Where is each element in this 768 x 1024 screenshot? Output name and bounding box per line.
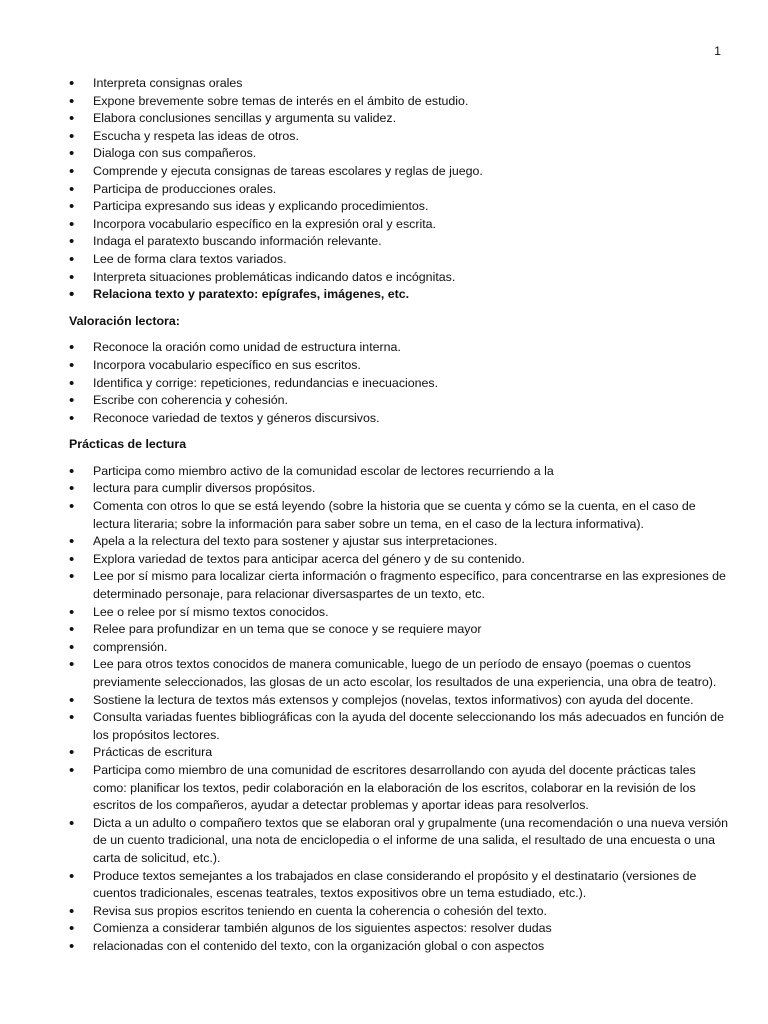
list-item: • Dialoga con sus compañeros. [69,145,729,163]
list-item: • Consulta variadas fuentes bibliográficas con la ayuda del docente seleccionando los más adecuados en función de los propósitos lectores. [69,709,729,744]
list-item: • Explora variedad de textos para anticipar acerca del género y de su contenido. [69,551,729,569]
list-item: • Produce textos semejantes a los trabajados en clase considerando el propósito y el destinatario (versiones de cuentos tradicionales, escenas teatrales, textos expositivos obre un tema estudiado, etc.). [69,868,729,903]
list-item: • Escribe con coherencia y cohesión. [69,392,729,410]
list-item: • Revisa sus propios escritos teniendo en cuenta la coherencia o cohesión del texto. [69,903,729,921]
skills-list [69,75,729,304]
list-item: • comprensión. [69,639,729,657]
list-item: • Interpreta situaciones problemáticas indicando datos e incógnitas. [69,269,729,287]
list-item: • Participa expresando sus ideas y explicando procedimientos. [69,198,729,216]
list-item: • Participa como miembro activo de la comunidad escolar de lectores recurriendo a la [69,463,729,481]
list-item: • Dicta a un adulto o compañero textos que se elaboran oral y grupalmente (una recomendación o una nueva versión de un cuento tradicional, una nota de enciclopedia o el informe de una salida, el resultado de una encuesta o una carta de solicitud, etc.). [69,815,729,868]
list-item: • Lee por sí mismo para localizar cierta información o fragmento específico, para concentrarse en las expresiones de determinado personaje, para relacionar diversaspartes de un texto, etc. [69,568,729,603]
practicas-list [69,463,729,956]
list-item: • Comprende y ejecuta consignas de tareas escolares y reglas de juego. [69,163,729,181]
list-item: • Lee para otros textos conocidos de manera comunicable, luego de un período de ensayo (poemas o cuentos previamente seleccionados, las glosas de un acto escolar, los resultados de una experiencia, una obra de teatro). [69,656,729,691]
list-item: • Identifica y corrige: repeticiones, redundancias e inecuaciones. [69,375,729,393]
list-item: • Sostiene la lectura de textos más extensos y complejos (novelas, textos informativos) con ayuda del docente. [69,692,729,710]
list-item: • Interpreta consignas orales [69,75,729,93]
list-item: • lectura para cumplir diversos propósitos. [69,480,729,498]
list-item: • Relee para profundizar en un tema que se conoce y se requiere mayor [69,621,729,639]
list-item-bold: • Relaciona texto y paratexto: epígrafes, imágenes, etc. [69,286,729,304]
list-item: • Comenta con otros lo que se está leyendo (sobre la historia que se cuenta y cómo se la cuenta, en el caso de lectura literaria; sobre la información para saber sobre un tema, en el caso de la lectura informativa). [69,498,729,533]
list-item: • Lee de forma clara textos variados. [69,251,729,269]
list-item: • Comienza a considerar también algunos de los siguientes aspectos: resolver dudas [69,920,729,938]
list-item: • Lee o relee por sí mismo textos conocidos. [69,604,729,622]
list-item: • Incorpora vocabulario específico en la expresión oral y escrita. [69,216,729,234]
list-item: • Reconoce variedad de textos y géneros discursivos. [69,410,729,428]
page-number: 1 [714,44,721,58]
valoracion-list [69,339,729,427]
list-item: • Prácticas de escritura [69,744,729,762]
section-heading-practicas: Prácticas de lectura [69,437,187,452]
list-item: • Reconoce la oración como unidad de estructura interna. [69,339,729,357]
list-item: • Participa de producciones orales. [69,181,729,199]
list-item: • Escucha y respeta las ideas de otros. [69,128,729,146]
list-item: • Expone brevemente sobre temas de interés en el ámbito de estudio. [69,93,729,111]
list-item: • relacionadas con el contenido del texto, con la organización global o con aspectos [69,938,729,956]
section-heading-valoracion: Valoración lectora: [69,313,180,328]
list-item: • Apela a la relectura del texto para sostener y ajustar sus interpretaciones. [69,533,729,551]
list-item: • Incorpora vocabulario específico en sus escritos. [69,357,729,375]
list-item: • Indaga el paratexto buscando información relevante. [69,233,729,251]
list-item: • Elabora conclusiones sencillas y argumenta su validez. [69,110,729,128]
list-item: • Participa como miembro de una comunidad de escritores desarrollando con ayuda del docente prácticas tales como: planificar los textos, pedir colaboración en la elaboración de los escritos, colaborar en la revisión de los escritos de los compañeros, ayudar a detectar problemas y aportar ideas para resolverlos. [69,762,729,815]
document-body [69,75,729,956]
